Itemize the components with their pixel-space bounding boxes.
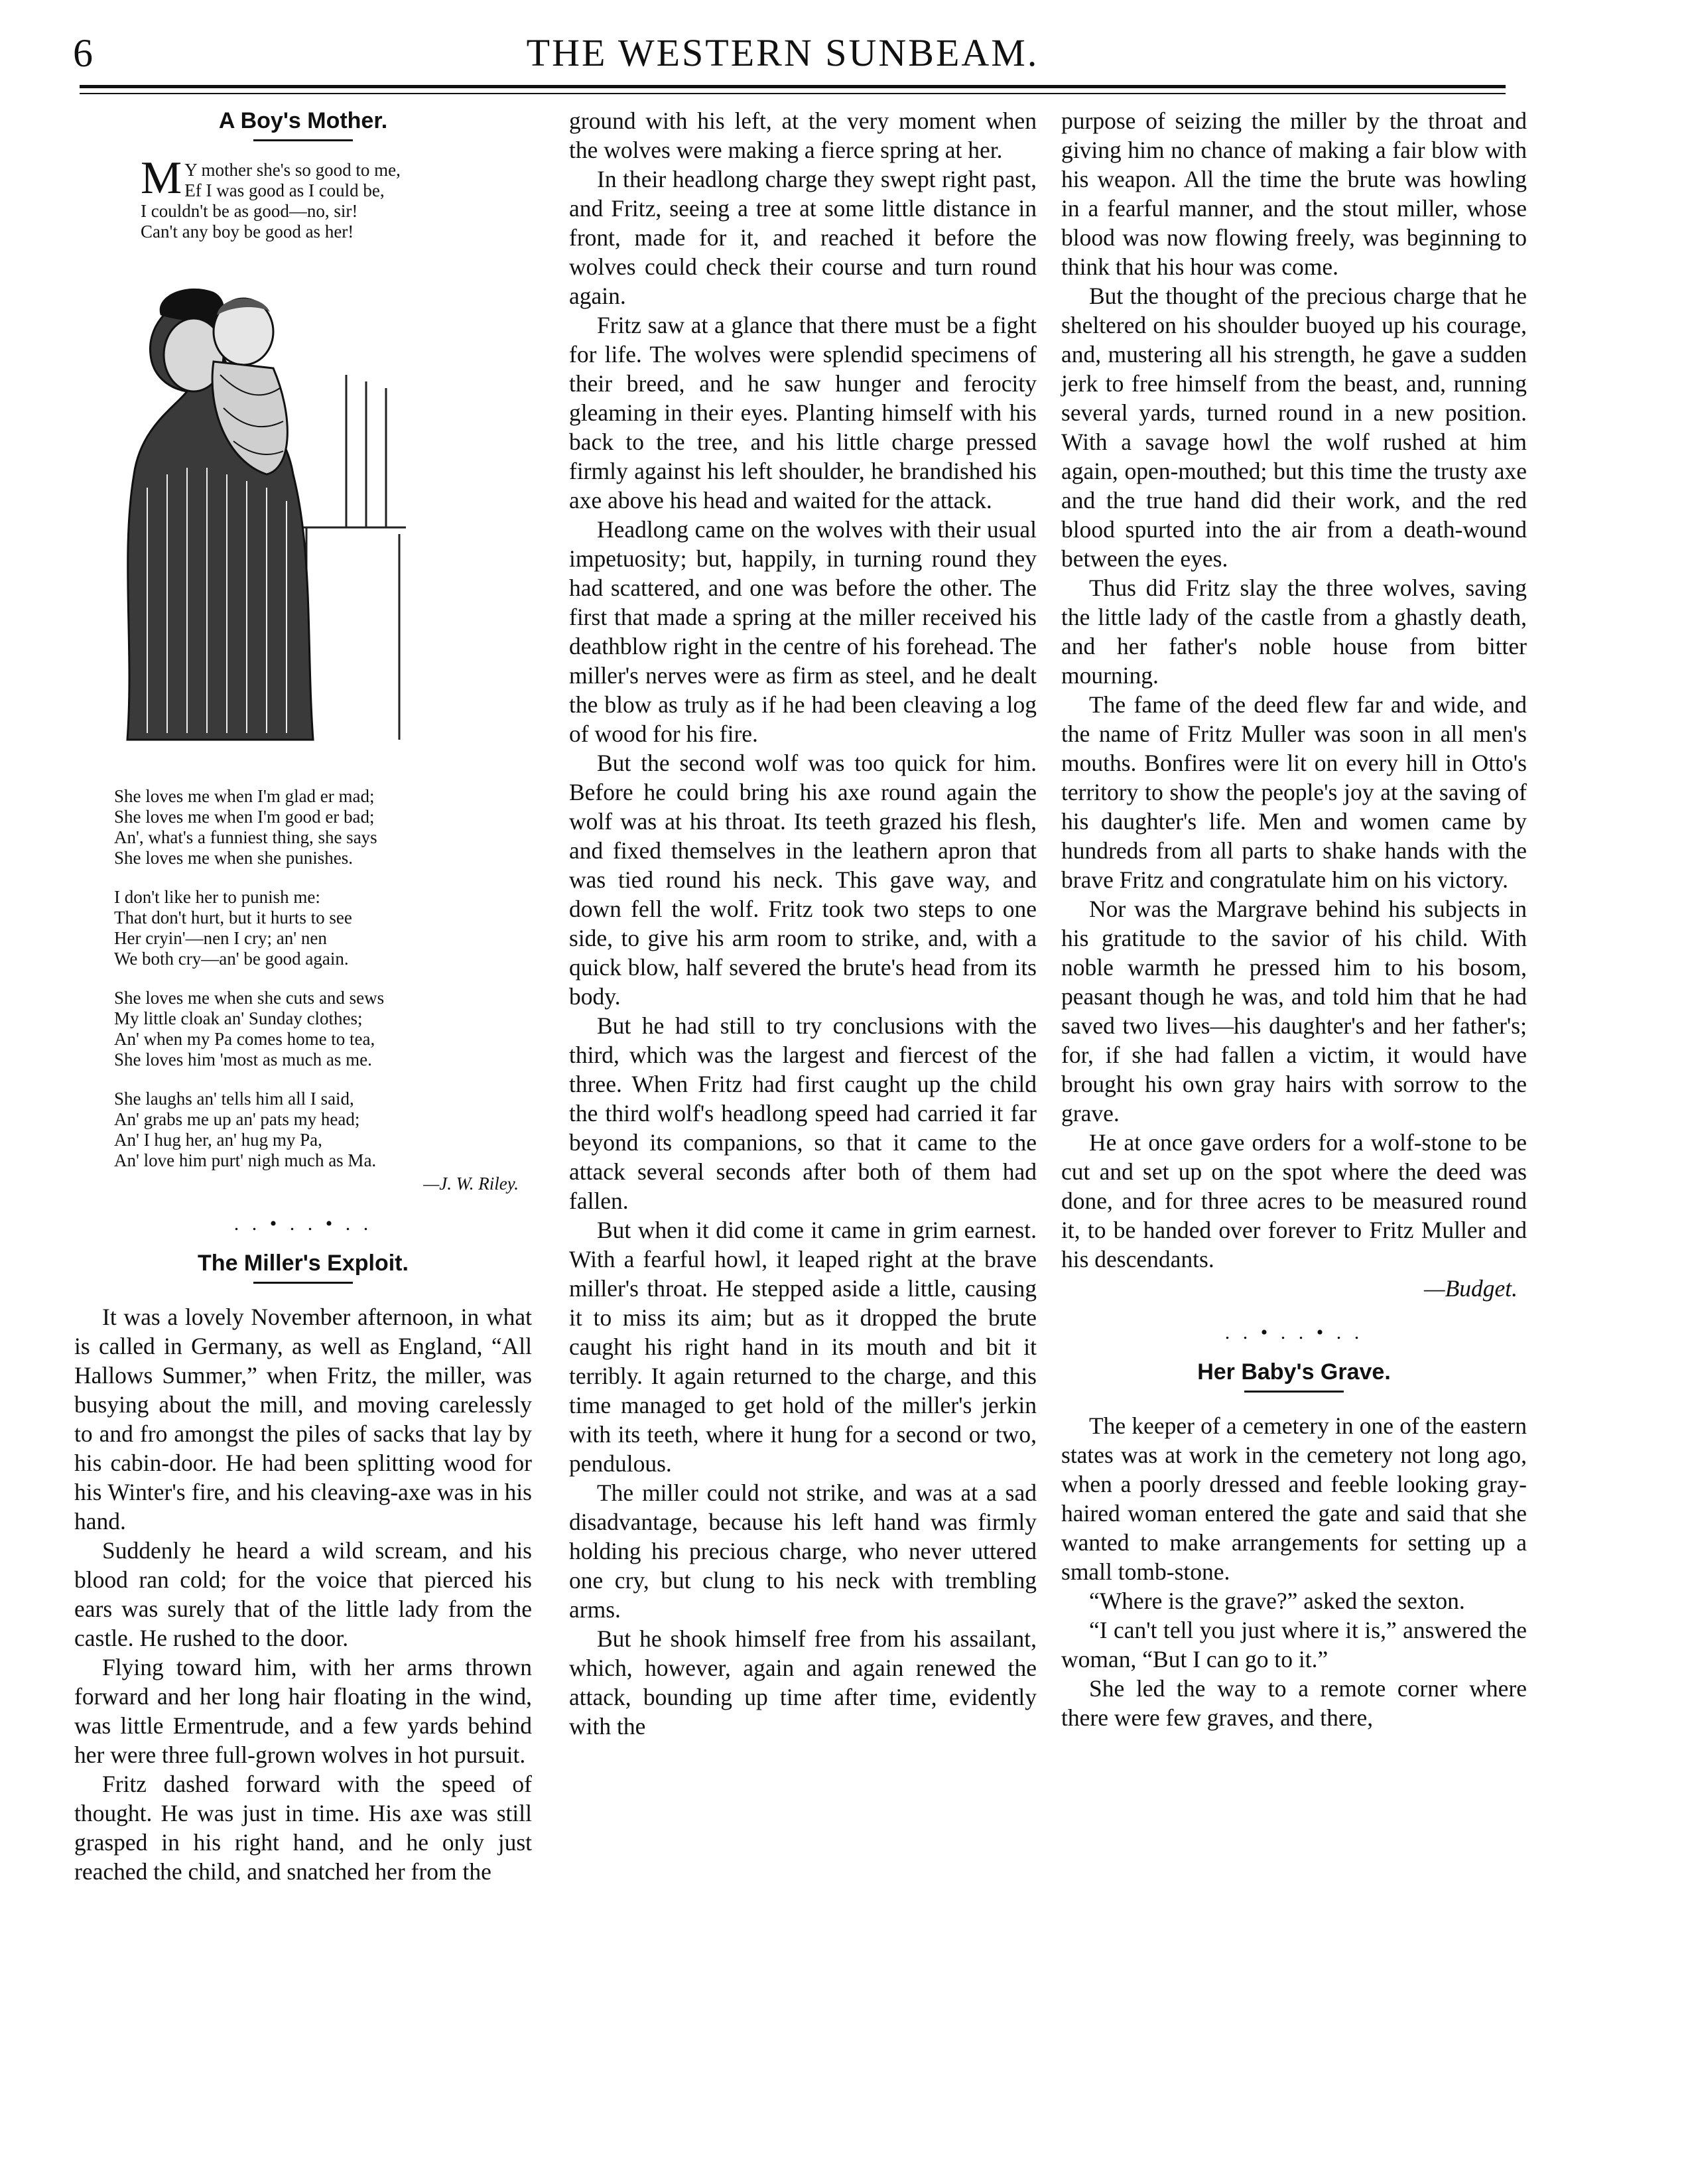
poem-line: We both cry—an' be good again. — [114, 949, 349, 969]
article-paragraph: Nor was the Margrave behind his subjects in his gratitude to the savior of his child. With noble warmth he pressed him to his bosom, peasant though he was, and told him that he had saved two lives—his daughter's and her father's; for, if she had fallen a victim, it would have brought his own gray hairs with sorrow to the grave. — [1061, 896, 1527, 1126]
article-paragraph: Fritz saw at a glance that there must be a fight for life. The wolves were splendid specimens of their breed, and he saw hunger and ferocity gleaming in their eyes. Planting himself with his back to the tree, and his little charge pressed firmly against his left shoulder, he brandished his axe above his head and waited for the attack. — [569, 312, 1037, 513]
poem-line: An' I hug her, an' hug my Pa, — [114, 1130, 322, 1150]
poem-stanza-4 — [114, 988, 532, 1070]
babys-grave-heading: Her Baby's Grave. — [1197, 1359, 1391, 1385]
poem-line: She loves him 'most as much as me. — [114, 1050, 372, 1069]
poem-line: An' when my Pa comes home to tea, — [114, 1029, 375, 1049]
page-header — [73, 27, 1492, 80]
article-paragraph: Thus did Fritz slay the three wolves, saving the little lady of the castle from a ghastly death, and her father's noble house from bitter mourning. — [1061, 575, 1527, 689]
article-paragraph: But the thought of the precious charge that he sheltered on his shoulder buoyed up his courage, and, mustering all his strength, he gave a sudden jerk to free himself from the beast, and, running several yards, turned round in a new position. With a savage howl the wolf rushed at him again, open-mouthed; but this time the trusty axe and the true hand did their work, and the red blood spurted into the air from a death-wound between the eyes. — [1061, 283, 1527, 572]
poem-line: An' love him purt' nigh much as Ma. — [114, 1150, 377, 1170]
poem-line: Y mother she's so good to me, — [184, 160, 401, 180]
article-paragraph: Fritz dashed forward with the speed of thought. He was just in time. His axe was still grasped in his right hand, and he only just reached the child, and snatched her from the — [74, 1771, 532, 1885]
poem-line: She laughs an' tells him all I said, — [114, 1089, 354, 1109]
poem-line: An' grabs me up an' pats my head; — [114, 1109, 360, 1129]
drop-cap: M — [141, 153, 182, 204]
poem-line: Her cryin'—nen I cry; an' nen — [114, 928, 327, 948]
boys-mother-poem-cont — [74, 786, 532, 1194]
heading-rule — [253, 1282, 353, 1284]
millers-exploit-heading: The Miller's Exploit. — [198, 1251, 409, 1276]
heading-rule — [1244, 1391, 1344, 1393]
article-paragraph: The miller could not strike, and was at a sad disadvantage, because his left hand was firmly holding his precious charge, who never uttered one cry, but clung to his neck with trembling arms. — [569, 1479, 1037, 1623]
column-2 — [569, 106, 1037, 1741]
mother-and-child-illustration — [94, 275, 452, 753]
poem-line: Can't any boy be good as her! — [141, 222, 354, 241]
newspaper-title: THE WESTERN SUNBEAM. — [526, 31, 1039, 74]
header-rule-thin — [80, 93, 1506, 94]
article-paragraph: The keeper of a cemetery in one of the eastern states was at work in the cemetery not long ago, when a poorly dressed and feeble looking gray-haired woman entered the gate and said that she wanted to make arrangements for setting up a small tomb-stone. — [1061, 1412, 1527, 1585]
article-paragraph: But the second wolf was too quick for him. Before he could bring his axe round again the wolf was at his throat. Its teeth grazed his flesh, and fixed themselves in the leathern apron that was tied round his neck. This gave way, and down fell the wolf. Fritz took two steps to one side, to give his arm room to strike, and, with a quick blow, half severed the brute's head from its body. — [569, 750, 1037, 1010]
article-paragraph: The fame of the deed flew far and wide, and the name of Fritz Muller was soon in all men's mouths. Bonfires were lit on every hill in Otto's territory to show the people's joy at the saving of his daughter's life. Men and women came by hundreds from all parts to shake hands with the brave Fritz and congratulate him on his victory. — [1061, 691, 1527, 893]
poem-line: Ef I was good as I could be, — [184, 180, 385, 200]
poem-line: She loves me when I'm good er bad; — [114, 807, 375, 827]
boys-mother-poem — [74, 153, 532, 242]
heading-rule — [253, 139, 353, 141]
poem-stanza-1 — [141, 153, 532, 242]
article-paragraph: “I can't tell you just where it is,” answered the woman, “But I can go to it.” — [1061, 1617, 1527, 1672]
article-paragraph: But when it did come it came in grim earnest. With a fearful howl, it leaped right at the brave miller's throat. He stepped aside a little, causing it to miss its aim; but as it dropped the brute caught his right hand in its mouth and bit it terribly. It again returned to the charge, and this time managed to get hold of the miller's jerkin with its teeth, where it hung for a second or two, pendulous. — [569, 1217, 1037, 1477]
section-separator: . . • . . • . . — [233, 1213, 373, 1235]
article-paragraph: In their headlong charge they swept right past, and Fritz, seeing a tree at some little distance in front, made for it, and reached it before the wolves could check their course and turn round again. — [569, 166, 1037, 309]
article-paragraph: “Where is the grave?” asked the sexton. — [1089, 1588, 1465, 1614]
poem-stanza-5 — [114, 1089, 532, 1171]
poem-line: My little cloak an' Sunday clothes; — [114, 1008, 363, 1028]
article-paragraph: She led the way to a remote corner where there were few graves, and there, — [1061, 1675, 1527, 1731]
column-3 — [1061, 106, 1527, 1732]
article-paragraph: He at once gave orders for a wolf-stone to be cut and set up on the spot where the deed was done, and for three acres to be measured round it, to be handed over forever to Fritz Muller and his descendants. — [1061, 1129, 1527, 1272]
article-paragraph: Headlong came on the wolves with their usual impetuosity; but, happily, in turning round they had scattered, and one was before the other. The first that made a spring at the miller received his deathblow right in the centre of his forehead. The miller's nerves were as firm as steel, and he dealt the blow as truly as if he had been cleaving a log of wood for his fire. — [569, 516, 1037, 747]
article-paragraph: Flying toward him, with her arms thrown forward and her long hair floating in the wind, was little Ermentrude, and a few yards behind her were three full-grown wolves in hot pursuit. — [74, 1654, 532, 1768]
header-rule — [80, 85, 1506, 88]
poem-line: She loves me when I'm glad er mad; — [114, 786, 375, 806]
article-paragraph: It was a lovely November afternoon, in what is called in Germany, as well as England, “All Hallows Summer,” when Fritz, the miller, was busying about the mill, and moving carelessly to and fro amongst the piles of sacks that lay by his cabin-door. He had been splitting wood for his Winter's fire, and his cleaving-axe was in his hand. — [74, 1304, 532, 1535]
article-paragraph: Suddenly he heard a wild scream, and his blood ran cold; for the voice that pierced his ears was surely that of the little lady from the castle. He rushed to the door. — [74, 1537, 532, 1651]
poem-line: I couldn't be as good—no, sir! — [141, 201, 358, 221]
poem-stanza-2 — [114, 786, 532, 868]
page-number: 6 — [73, 31, 93, 75]
poem-line: I don't like her to punish me: — [114, 887, 320, 907]
article-paragraph: ground with his left, at the very moment when the wolves were making a fierce spring at her. — [569, 107, 1037, 163]
poem-attribution: —J. W. Riley. — [423, 1174, 519, 1194]
section-separator: . . • . . • . . — [1224, 1322, 1364, 1343]
column-1 — [74, 106, 532, 1886]
article-attribution: —Budget. — [1424, 1275, 1518, 1302]
poem-line: An', what's a funniest thing, she says — [114, 827, 377, 847]
poem-line: That don't hurt, but it hurts to see — [114, 908, 352, 927]
poem-line: She loves me when she cuts and sews — [114, 988, 385, 1008]
poem-line: She loves me when she punishes. — [114, 848, 353, 868]
article-paragraph: But he shook himself free from his assailant, which, however, again and again renewed the attack, bounding up time after time, evidently with the — [569, 1625, 1037, 1740]
poem-stanza-3 — [114, 887, 532, 969]
boys-mother-heading: A Boy's Mother. — [218, 108, 388, 133]
article-paragraph: But he had still to try conclusions with the third, which was the largest and fiercest of the three. When Fritz had first caught up the child the third wolf's headlong speed had carried it far beyond its companions, so that it came to the attack several seconds after both of them had fallen. — [569, 1012, 1037, 1214]
article-paragraph: purpose of seizing the miller by the throat and giving him no chance of making a fair blow with his weapon. All the time the brute was howling in a fearful manner, and the stout miller, whose blood was now flowing freely, was beginning to think that his hour was come. — [1061, 107, 1527, 280]
